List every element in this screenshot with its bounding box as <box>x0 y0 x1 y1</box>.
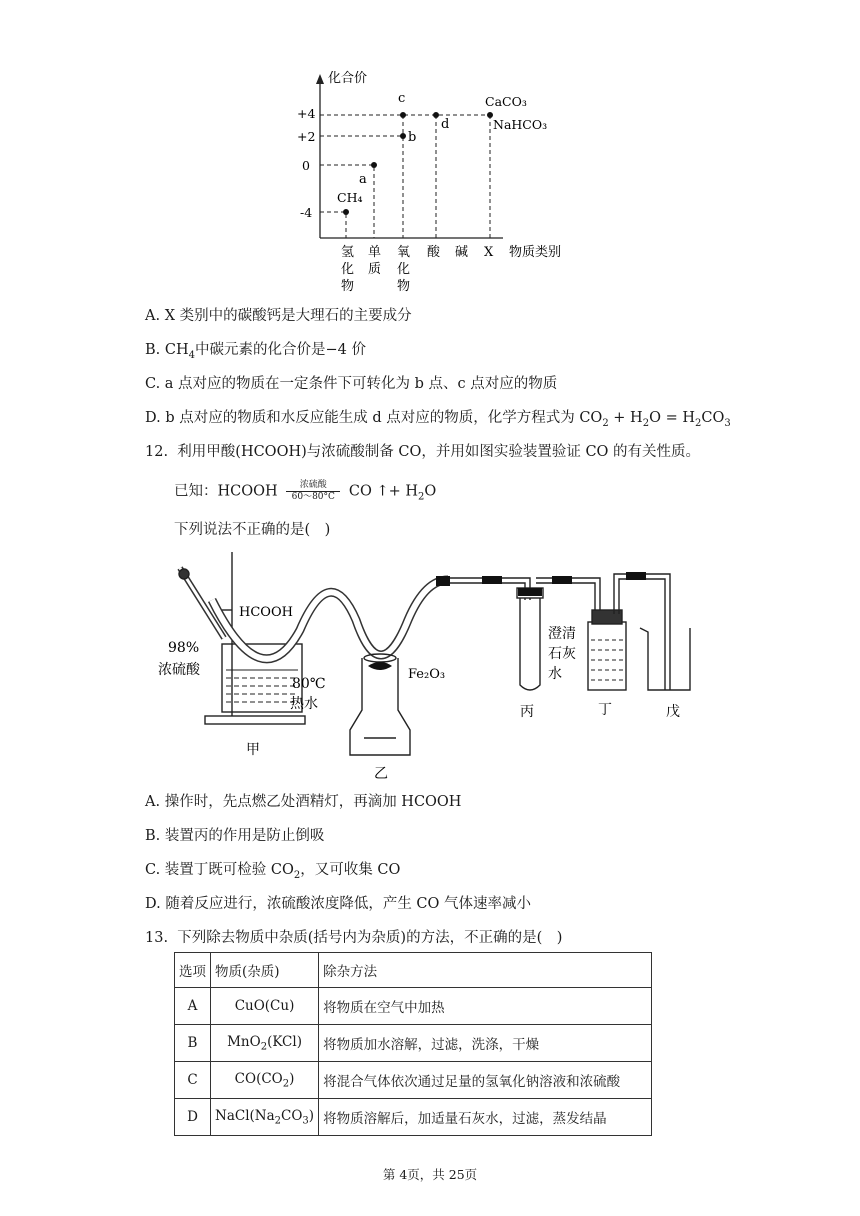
x-cat-acid: 酸 <box>427 245 441 260</box>
label-jia: 甲 <box>246 742 260 758</box>
reaction-condition: 浓硫酸 60～80°C <box>286 480 340 503</box>
y-axis-label: 化合价 <box>328 71 368 86</box>
x-cat-base: 碱 <box>455 245 469 260</box>
apparatus-figure <box>0 540 860 790</box>
q11-option-d: D. b 点对应的物质和水反应能生成 d 点对应的物质，化学方程式为 $CO_2 + H_2O = H_2CO_3$ <box>145 410 731 429</box>
label-bing: 丙 <box>520 704 534 720</box>
label-acid-pct: 98% <box>168 640 200 656</box>
point-ch4 <box>343 209 349 215</box>
y-tick: +4 <box>297 106 316 121</box>
label-acid-name: 浓硫酸 <box>158 662 200 678</box>
point-d <box>433 112 439 118</box>
q12-number: 12. <box>145 444 169 460</box>
q13-number: 13. <box>145 930 169 946</box>
y-tick: -4 <box>300 205 313 220</box>
q12-stem: 12. 利用甲酸(HCOOH)与浓硫酸制备 CO，并用如图实验装置验证 CO 的有关性质。 <box>145 444 701 460</box>
label-nahco3: NaHCO₃ <box>493 117 548 132</box>
point-a <box>371 162 377 168</box>
guide-ch4 <box>320 212 346 238</box>
x-cat-element: 单质 <box>368 245 382 277</box>
q11-option-a: A. X 类别中的碳酸钙是大理石的主要成分 <box>145 308 412 324</box>
point-c <box>400 112 406 118</box>
q12-option-b: B. 装置丙的作用是防止倒吸 <box>145 828 325 844</box>
label-yi: 乙 <box>374 766 388 782</box>
label-fe2o3: Fe₂O₃ <box>408 667 446 682</box>
label-wu: 戊 <box>666 704 680 720</box>
label-hcooh: HCOOH <box>239 605 293 620</box>
label-hot-water: 热水 <box>290 696 318 712</box>
page-footer: 第 4页，共 25页 <box>382 1167 478 1182</box>
label-lime-water: 澄清石灰水 <box>548 626 576 682</box>
x-cat-hydride: 氢化物 <box>341 245 355 294</box>
header-method: 除杂方法 <box>319 953 652 988</box>
q11-option-c: C. a 点对应的物质在一定条件下可转化为 b 点、c 点对应的物质 <box>145 376 558 392</box>
point-b <box>400 133 406 139</box>
burner-yi <box>350 658 410 755</box>
table-row: D $NaCl(Na_2CO_3)$ 将物质溶解后，加适量石灰水，过滤，蒸发结晶 <box>175 1099 652 1136</box>
x-cat-x: X <box>484 245 494 260</box>
q12-option-c: C. 装置丁既可检验 $CO_2$，又可收集 CO <box>145 862 401 881</box>
stand-base <box>205 716 305 724</box>
valence-chart <box>0 0 860 300</box>
q12-known: 已知：HCOOH 浓硫酸 60～80°C CO ↑+ $H_2O$ <box>174 480 437 503</box>
label-temp: 80℃ <box>292 676 326 692</box>
q12-option-d: D. 随着反应进行，浓硫酸浓度降低，产生 CO 气体速率减小 <box>145 896 532 912</box>
header-substance: 物质(杂质) <box>211 953 319 988</box>
y-tick: 0 <box>302 158 310 173</box>
label-d: d <box>441 117 450 132</box>
q13-table <box>174 952 652 1136</box>
x-cat-oxide: 氧化物 <box>397 245 411 294</box>
y-tick: +2 <box>297 129 316 144</box>
header-option: 选项 <box>175 953 211 988</box>
pipe-2 <box>536 578 600 622</box>
q12-question: 下列说法不正确的是( ) <box>174 522 331 538</box>
label-caco3: CaCO₃ <box>485 94 527 109</box>
label-b: b <box>408 130 417 145</box>
q11-option-b: B. $CH_4$中碳元素的化合价是−4 价 <box>145 342 366 361</box>
label-ch4: CH₄ <box>337 190 363 205</box>
table-row: A CuO(Cu) 将物质在空气中加热 <box>175 988 652 1025</box>
tube-bing <box>520 596 540 690</box>
q13-stem: 13. 下列除去物质中杂质(括号内为杂质)的方法，不正确的是( ) <box>145 930 563 946</box>
table-row: B MnO$_2$(KCl) 将物质加水溶解，过滤，洗涤，干燥 <box>175 1025 652 1062</box>
y-axis-arrow <box>316 74 324 84</box>
x-axis-label: 物质类别 <box>509 245 562 260</box>
table-row: C $CO(CO_2)$ 将混合气体依次通过足量的氢氧化钠溶液和浓硫酸 <box>175 1062 652 1099</box>
pipe-3 <box>614 574 670 690</box>
q12-option-a: A. 操作时，先点燃乙处酒精灯，再滴加 HCOOH <box>145 794 462 810</box>
table-header-row <box>175 953 652 988</box>
guide-b <box>320 136 403 238</box>
label-a: a <box>359 172 367 187</box>
label-ding: 丁 <box>598 702 612 718</box>
label-c: c <box>398 91 406 106</box>
